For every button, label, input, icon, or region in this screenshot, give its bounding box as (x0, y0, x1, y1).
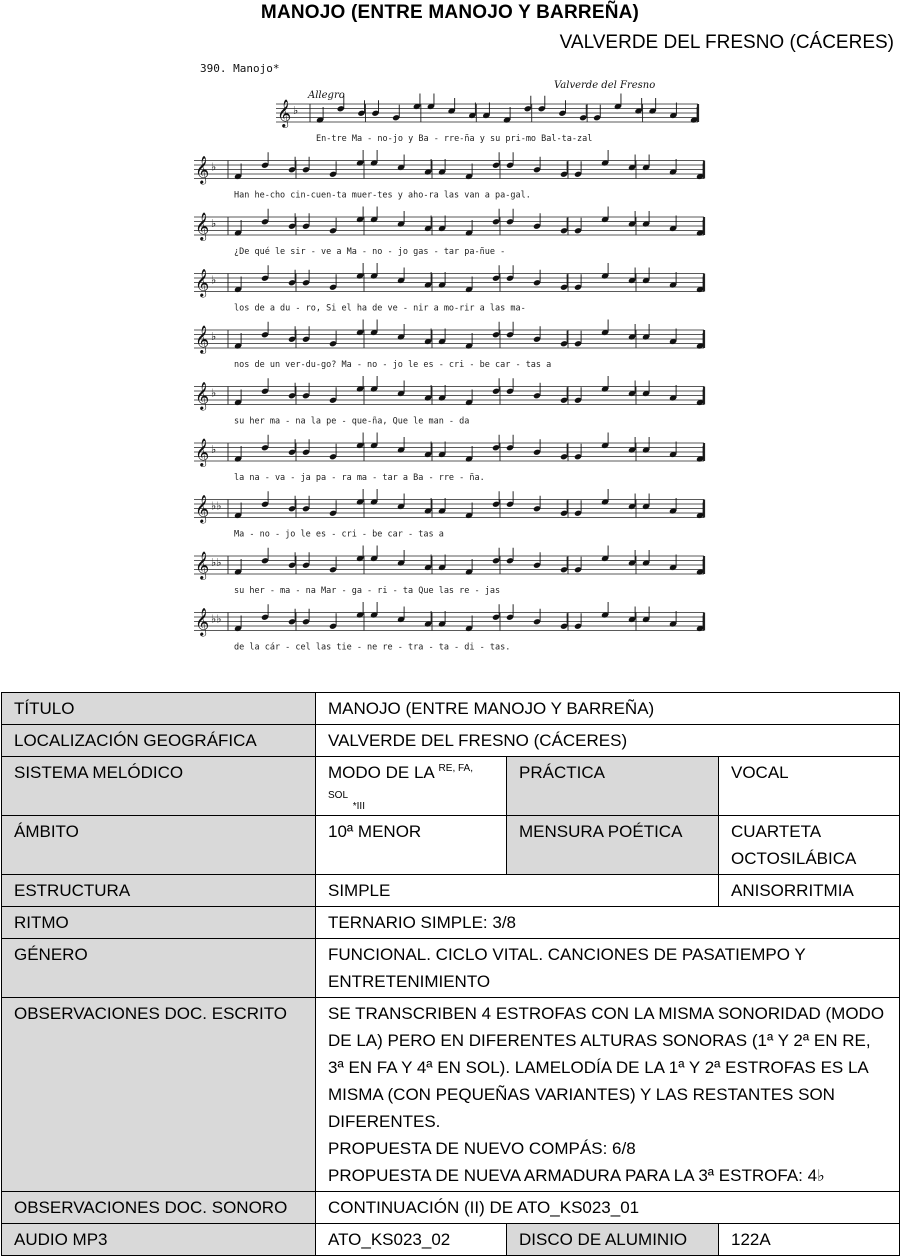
staff-system (194, 546, 704, 597)
treble-clef-icon: 𝄞 (195, 494, 210, 523)
sistema-sup: RE, FA, (438, 763, 473, 774)
staff-system (194, 376, 704, 427)
obs-escrito-paragraph: SE TRANSCRIBEN 4 ESTROFAS CON LA MISMA SONORIDAD (MODO DE LA) PERO EN DIFERENTES ALTURAS SONORAS (1ª Y 2ª EN RE, 3ª EN FA Y 4ª EN SOL). LAMELODÍA DE LA 1ª Y 2ª ESTROFAS ES LA MISMA (CON PEQUEÑAS VARIANTES) Y LAS RESTANTES SON DIFERENTES. (328, 1004, 885, 1131)
metadata-table (1, 692, 900, 1256)
document-title: MANOJO (ENTRE MANOJO Y BARREÑA) (260, 2, 640, 23)
sistema-sol: SOL (328, 790, 349, 801)
lyric-line: su her - ma - na Mar - ga - ri - ta Que las re - jas (234, 586, 501, 596)
lyric-line: su her ma - na la pe - que-ña, Que le man - da (234, 416, 470, 427)
label-titulo: TÍTULO (2, 693, 316, 725)
label-sistema: SISTEMA MELÓDICO (2, 757, 316, 816)
treble-clef-icon: 𝄞 (277, 99, 292, 127)
value-localizacion: VALVERDE DEL FRESNO (CÁCERES) (316, 725, 900, 757)
treble-clef-icon: 𝄞 (195, 607, 210, 636)
sistema-sub: *III (352, 801, 365, 812)
value-audio: ATO_KS023_02 (316, 1224, 507, 1256)
key-signature-icon: ♭ (211, 273, 217, 287)
label-obs-sonoro: OBSERVACIONES DOC. SONORO (2, 1192, 316, 1224)
sistema-mode: MODO DE LA (328, 763, 434, 782)
label-estructura: ESTRUCTURA (2, 875, 316, 907)
label-audio: AUDIO MP3 (2, 1224, 316, 1256)
value-estructura-extra: ANISORRITMIA (719, 875, 900, 907)
staff-system (276, 94, 698, 145)
score-place: Valverde del Fresno (554, 80, 656, 91)
key-signature-icon: ♭ (211, 217, 217, 230)
key-signature-icon: ♭ (293, 104, 299, 117)
value-obs-escrito (316, 998, 900, 1192)
label-disco: DISCO DE ALUMINIO (507, 1224, 719, 1256)
label-ritmo: RITMO (2, 907, 316, 939)
value-ritmo: TERNARIO SIMPLE: 3/8 (316, 907, 900, 939)
label-genero: GÉNERO (2, 939, 316, 998)
lyric-line: los de a du - ro, Si el ha de ve - nir a mo-rir a las ma- (234, 303, 526, 314)
obs-escrito-compas: PROPUESTA DE NUEVO COMPÁS: 6/8 (328, 1139, 636, 1158)
score-number-title: 390. Manojo* (200, 62, 280, 75)
lyric-line: la na - va - ja pa - ra ma - tar a Ba - rre - ña. (234, 473, 485, 483)
row-ritmo (2, 907, 900, 939)
staff-system (194, 602, 704, 653)
label-mensura: MENSURA POÉTICA (507, 816, 719, 875)
flat-icon: ♭ (817, 1166, 825, 1185)
treble-clef-icon: 𝄞 (195, 438, 210, 466)
row-obs-escrito (2, 998, 900, 1192)
key-signature-icon: ♭♭ (211, 556, 222, 569)
score-tempo: Allegro (308, 90, 345, 101)
lyric-line: Ma - no - jo le es - cri - be car - tas a (234, 529, 444, 540)
mensura-line-1: CUARTETA (731, 822, 822, 841)
staff-system (194, 150, 704, 201)
lyric-line: Han he-cho cin-cuen-ta muer-tes y aho-ra las van a pa-gal. (234, 190, 531, 201)
lyric-line: nos de un ver-du-go? Ma - no - jo le es - cri - be car - tas a (234, 360, 552, 370)
staff-system (194, 263, 704, 314)
obs-escrito-armadura-text: PROPUESTA DE NUEVA ARMADURA PARA LA 3ª ESTROFA: 4 (328, 1166, 818, 1185)
row-ambito (2, 816, 900, 875)
staff-system (194, 433, 704, 484)
value-sistema (316, 757, 507, 816)
treble-clef-icon: 𝄞 (195, 212, 210, 240)
row-estructura (2, 875, 900, 907)
lyric-line: ¿De qué le sir - ve a Ma - no - jo gas - tar pa-ñue - (234, 247, 506, 257)
value-disco: 122A (719, 1224, 900, 1256)
value-ambito: 10ª MENOR (316, 816, 507, 875)
key-signature-icon: ♭♭ (211, 499, 222, 513)
value-estructura: SIMPLE (316, 875, 719, 907)
document-location: VALVERDE DEL FRESNO (CÁCERES) (559, 32, 894, 53)
treble-clef-icon: 𝄞 (195, 551, 210, 579)
row-sistema (2, 757, 900, 816)
staff-system (194, 320, 704, 371)
value-practica: VOCAL (719, 757, 900, 816)
value-titulo: MANOJO (ENTRE MANOJO Y BARREÑA) (316, 693, 900, 725)
label-localizacion: LOCALIZACIÓN GEOGRÁFICA (2, 725, 316, 757)
label-obs-escrito: OBSERVACIONES DOC. ESCRITO (2, 998, 316, 1192)
row-genero (2, 939, 900, 998)
key-signature-icon: ♭ (211, 386, 217, 400)
key-signature-icon: ♭♭ (211, 612, 222, 626)
value-obs-sonoro: CONTINUACIÓN (II) DE ATO_KS023_01 (316, 1192, 900, 1224)
lyric-line: En-tre Ma - no-jo y Ba - rre-ña y su pri-mo Bal-ta-zal (316, 134, 593, 144)
treble-clef-icon: 𝄞 (195, 155, 210, 184)
key-signature-icon: ♭ (211, 330, 217, 343)
staff-system (194, 489, 704, 540)
label-ambito: ÁMBITO (2, 816, 316, 875)
row-localizacion (2, 725, 900, 757)
row-obs-sonoro (2, 1192, 900, 1224)
value-mensura (719, 816, 900, 875)
row-titulo (2, 693, 900, 725)
lyric-line: de la cár - cel las tie - ne re - tra - ta - di - tas. (234, 642, 511, 653)
obs-escrito-armadura (328, 1162, 889, 1189)
key-signature-icon: ♭ (211, 160, 217, 174)
row-audio (2, 1224, 900, 1256)
value-genero: FUNCIONAL. CICLO VITAL. CANCIONES DE PASATIEMPO Y ENTRETENIMIENTO (316, 939, 900, 998)
key-signature-icon: ♭ (211, 443, 217, 456)
staff-system (194, 207, 704, 258)
music-score (186, 56, 716, 662)
mensura-line-2: OCTOSILÁBICA (731, 849, 857, 868)
staff-systems (194, 94, 704, 653)
treble-clef-icon: 𝄞 (195, 325, 210, 353)
treble-clef-icon: 𝄞 (195, 268, 210, 297)
treble-clef-icon: 𝄞 (195, 381, 210, 410)
label-practica: PRÁCTICA (507, 757, 719, 816)
